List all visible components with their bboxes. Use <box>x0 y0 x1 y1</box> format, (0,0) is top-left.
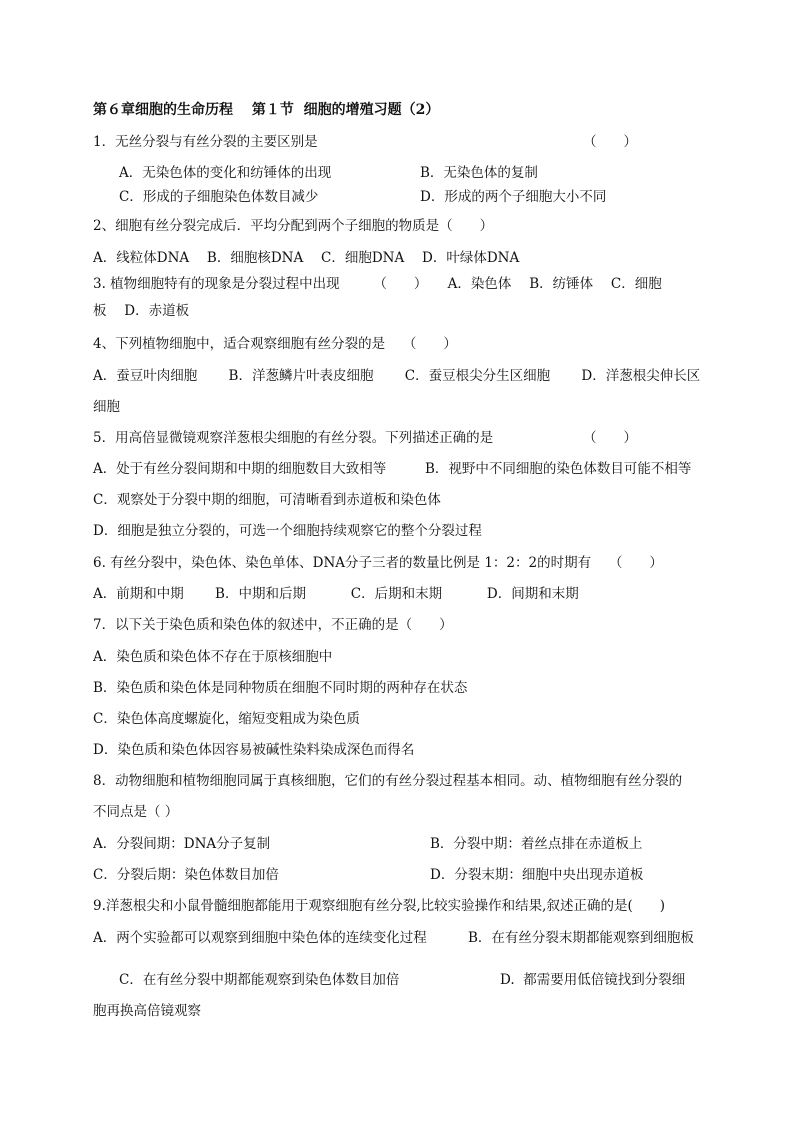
question-6-options: A．前期和中期 B．中期和后期 C．后期和末期 D．间期和末期 <box>93 586 579 602</box>
question-5-option-a: A．处于有丝分裂间期和中期的细胞数目大致相等 <box>93 461 387 477</box>
question-5-stem: 5．用高倍显微镜观察洋葱根尖细胞的有丝分裂。下列描述正确的是 <box>93 430 494 446</box>
question-9-option-c: C．在有丝分裂中期都能观察到染色体数目加倍 <box>119 972 400 988</box>
question-7-stem: 7．以下关于染色质和染色体的叙述中，不正确的是（ ） <box>93 617 453 633</box>
question-7-option-b: B．染色质和染色体是同种物质在细胞不同时期的两种存在状态 <box>93 680 468 696</box>
question-3-line-2: 板 D．赤道板 <box>93 303 190 319</box>
question-5-blank: （ ） <box>583 430 637 446</box>
question-7-option-c: C．染色体高度螺旋化，缩短变粗成为染色质 <box>93 711 360 727</box>
question-1-blank: （ ） <box>583 134 637 150</box>
question-1-option-c: C．形成的子细胞染色体数目减少 <box>119 189 319 205</box>
question-9-stem: 9.洋葱根尖和小鼠骨髓细胞都能用于观察细胞有丝分裂,比较实验操作和结果,叙述正确的是( ) <box>93 898 665 914</box>
question-8-option-b: B．分裂中期：着丝点排在赤道板上 <box>430 836 643 852</box>
question-4-options-line-2: 细胞 <box>93 399 120 415</box>
question-1-option-d: D．形成的两个子细胞大小不同 <box>420 189 607 205</box>
question-3-line-1: 3. 植物细胞特有的现象是分裂过程中出现 （ ） A．染色体 B．纺锤体 C．细胞 <box>93 276 662 292</box>
question-2-stem: 2、细胞有丝分裂完成后．平均分配到两个子细胞的物质是（ ） <box>93 218 494 234</box>
question-8-stem-line-2: 不同点是（ ） <box>93 804 179 820</box>
question-8-option-d: D．分裂末期：细胞中央出现赤道板 <box>430 867 644 883</box>
question-4-options-line-1: A．蚕豆叶肉细胞 B．洋葱鳞片叶表皮细胞 C．蚕豆根尖分生区细胞 D．洋葱根尖伸长区 <box>93 368 701 384</box>
question-8-option-a: A．分裂间期：DNA分子复制 <box>93 836 271 852</box>
question-5-option-d: D．细胞是独立分裂的，可选一个细胞持续观察它的整个分裂过程 <box>93 523 482 539</box>
page-title: 第６章细胞的生命历程 第１节 细胞的增殖习题（2） <box>93 102 440 118</box>
question-9-option-b: B．在有丝分裂末期都能观察到细胞板 <box>468 930 694 946</box>
question-8-stem-line-1: 8．动物细胞和植物细胞同属于真核细胞，它们的有丝分裂过程基本相同。动、植物细胞有丝分裂的 <box>93 773 683 789</box>
question-9-option-a: A．两个实验都可以观察到细胞中染色体的连续变化过程 <box>93 930 427 946</box>
question-7-option-d: D．染色质和染色体因容易被碱性染料染成深色而得名 <box>93 742 415 758</box>
question-5-option-c: C．观察处于分裂中期的细胞，可清晰看到赤道板和染色体 <box>93 492 441 508</box>
question-7-option-a: A．染色质和染色体不存在于原核细胞中 <box>93 649 333 665</box>
question-9-option-d-continued: 胞再换高倍镜观察 <box>93 1003 201 1019</box>
question-5-option-b: B．视野中不同细胞的染色体数目可能不相等 <box>425 461 692 477</box>
question-6-stem: 6. 有丝分裂中，染色体、染色单体、DNA分子三者的数量比例是 1：2：2的时期有 （ ） <box>93 555 663 571</box>
question-2-options: A．线粒体DNA B．细胞核DNA C．细胞DNA D．叶绿体DNA <box>93 250 520 266</box>
question-9-option-d: D. 都需要用低倍镜找到分裂细 <box>500 972 686 988</box>
question-1-option-a: A．无染色体的变化和纺锤体的出现 <box>119 165 332 181</box>
question-4-stem: 4、下列植物细胞中，适合观察细胞有丝分裂的是 （ ） <box>93 336 457 352</box>
question-1-option-b: B．无染色体的复制 <box>420 165 538 181</box>
question-8-option-c: C．分裂后期：染色体数目加倍 <box>93 867 279 883</box>
question-1-stem: 1．无丝分裂与有丝分裂的主要区别是 <box>93 134 318 150</box>
